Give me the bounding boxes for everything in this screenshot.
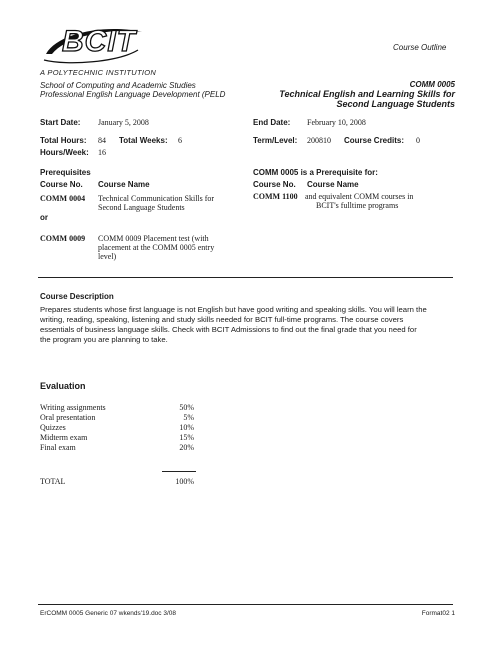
footer-divider: [38, 604, 453, 605]
footer-left: ErCOMM 0005 Generic 07 wkends'19.doc 3/08: [40, 610, 177, 617]
doc-type: Course Outline: [393, 43, 447, 52]
end-date-label: End Date:: [253, 118, 291, 127]
evaluation-heading: Evaluation: [40, 381, 86, 391]
prereq-for-course-no: COMM 1100: [253, 192, 298, 201]
evaluation-item-label: Writing assignments: [40, 403, 106, 412]
or-label: or: [40, 213, 48, 222]
prereq-course-name: placement at the COMM 0005 entry: [98, 243, 215, 252]
evaluation-item-value: 20%: [179, 443, 194, 452]
total-weeks-value: 6: [178, 136, 182, 145]
prereq-for-course-name: and equivalent COMM courses in: [305, 192, 414, 201]
evaluation-item-label: Midterm exam: [40, 433, 88, 442]
description-line: writing, reading, speaking, listening and study skills needed for BCIT full-time programs. The course covers: [40, 315, 404, 324]
tagline: A POLYTECHNIC INSTITUTION: [40, 68, 157, 77]
prerequisites-heading: Prerequisites: [40, 168, 91, 177]
evaluation-item-value: 50%: [179, 403, 194, 412]
total-hours-label: Total Hours:: [40, 136, 87, 145]
prereq-course-name: level): [98, 252, 117, 261]
evaluation-item-value: 10%: [179, 423, 194, 432]
hours-week-label: Hours/Week:: [40, 148, 89, 157]
description-line: Prepares students whose first language is not English but have good writing and speaking skills. You will learn the: [40, 305, 427, 314]
start-date-label: Start Date:: [40, 118, 81, 127]
prereq-for-course-name: BCIT's fulltime programs: [316, 201, 399, 210]
total-weeks-label: Total Weeks:: [119, 136, 168, 145]
prereq-course-name: Technical Communication Skills for: [98, 194, 215, 203]
term-level-label: Term/Level:: [253, 136, 298, 145]
evaluation-item-value: 5%: [183, 413, 194, 422]
evaluation-item-label: Final exam: [40, 443, 76, 452]
total-label: TOTAL: [40, 477, 66, 486]
school-name: School of Computing and Academic Studies: [40, 81, 196, 90]
prereq-course-no: COMM 0004: [40, 194, 86, 203]
section-divider: [38, 277, 453, 278]
course-credits-label: Course Credits:: [344, 136, 405, 145]
course-title-line-1: Technical English and Learning Skills for: [279, 89, 455, 99]
description-heading: Course Description: [40, 292, 114, 301]
program-name: Professional English Language Development (PELD: [40, 90, 226, 99]
description-line: the program you are planning to take.: [40, 335, 168, 344]
course-credits-value: 0: [416, 136, 420, 145]
evaluation-item-value: 15%: [179, 433, 194, 442]
evaluation-item-label: Quizzes: [40, 423, 66, 432]
prereq-col-course-name: Course Name: [98, 180, 150, 189]
prereq-course-no: COMM 0009: [40, 234, 86, 243]
term-level-value: 200810: [307, 136, 331, 145]
description-line: essentials of business language skills. Check with BCIT Admissions to find out the final grade that you need for: [40, 325, 417, 334]
course-code: COMM 0005: [409, 80, 455, 89]
total-value: 100%: [175, 477, 194, 486]
prereq-course-name: COMM 0009 Placement test (with: [98, 234, 209, 243]
evaluation-item-label: Oral presentation: [40, 413, 96, 422]
prereq-for-col-course-name: Course Name: [307, 180, 359, 189]
footer-right: Format02 1: [421, 610, 455, 617]
total-underline: [162, 471, 196, 472]
prereq-for-col-course-no: Course No.: [253, 180, 296, 189]
prereq-for-heading: COMM 0005 is a Prerequisite for:: [253, 168, 378, 177]
total-hours-value: 84: [98, 136, 106, 145]
course-title-line-2: Second Language Students: [336, 99, 455, 109]
prereq-col-course-no: Course No.: [40, 180, 83, 189]
bcit-logo: BCIT: [62, 25, 136, 58]
start-date-value: January 5, 2008: [98, 118, 149, 127]
hours-week-value: 16: [98, 148, 106, 157]
end-date-value: February 10, 2008: [307, 118, 366, 127]
prereq-course-name: Second Language Students: [98, 203, 185, 212]
